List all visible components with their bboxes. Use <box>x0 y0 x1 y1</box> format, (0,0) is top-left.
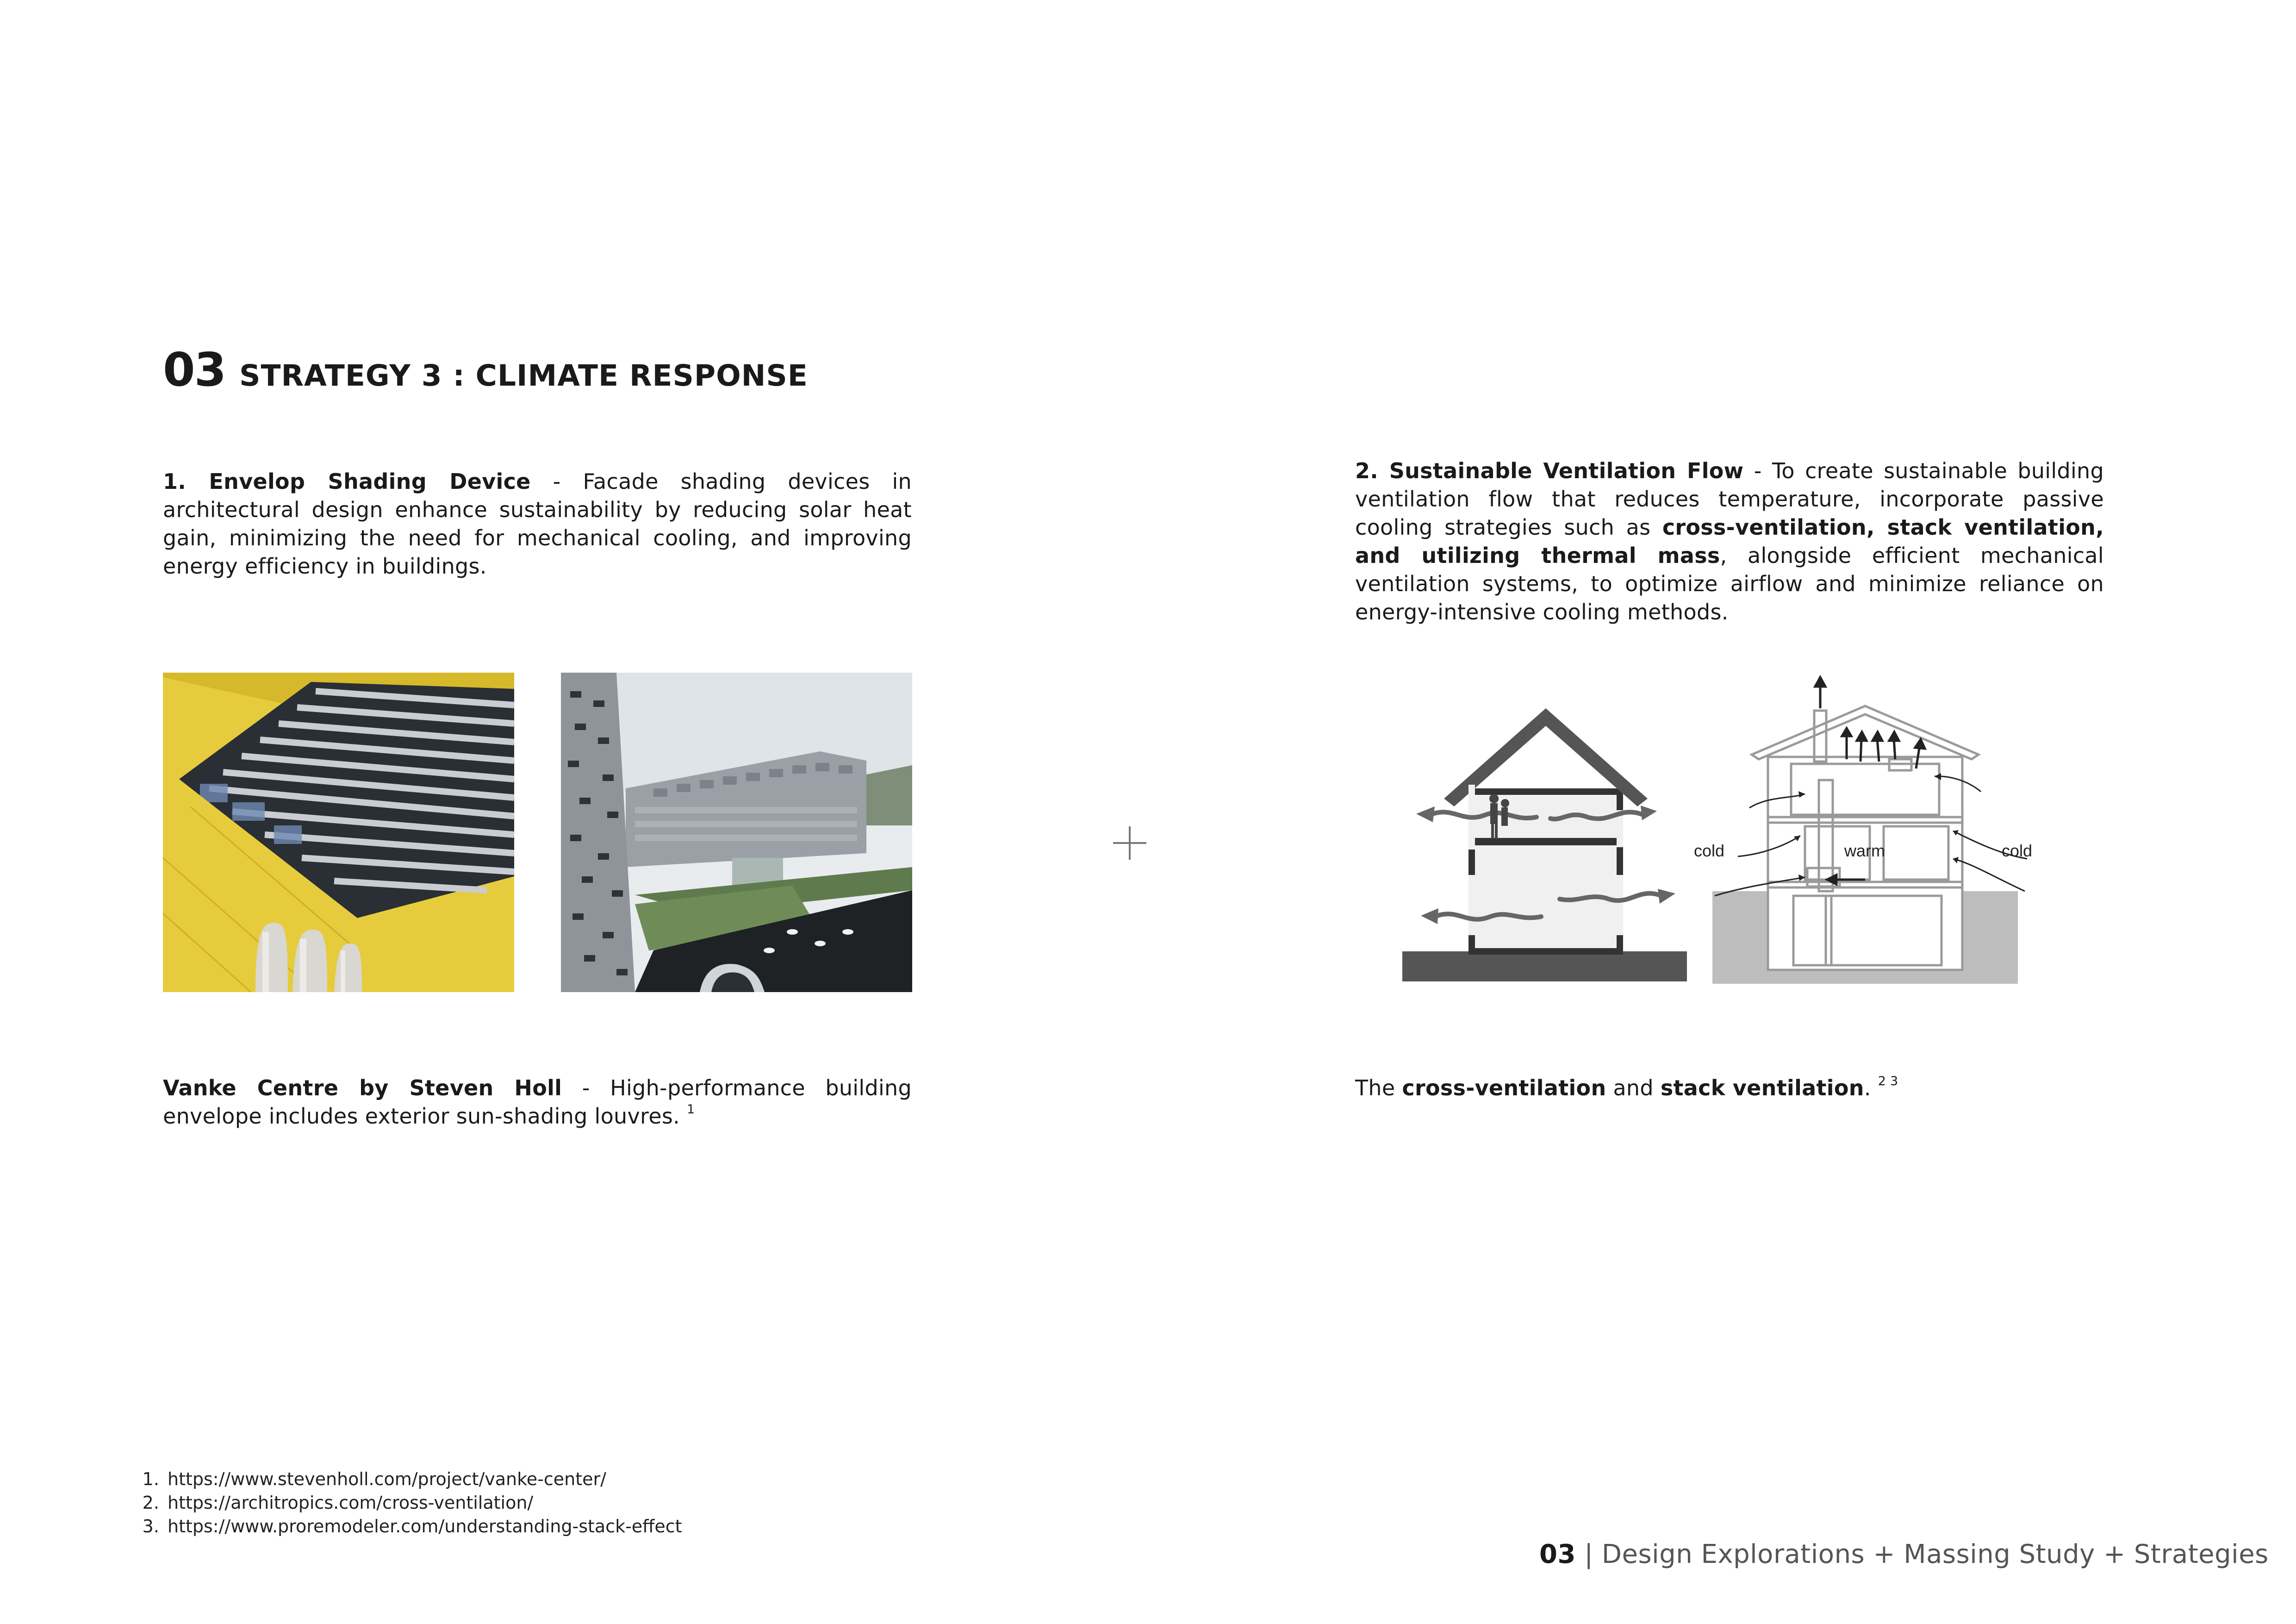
warm-label: warm <box>1844 841 1885 860</box>
ventilation-heading: 2. Sustainable Ventilation Flow <box>1355 458 1744 483</box>
ventilation-body-bold: cross-ventilation, stack ventilation, and utilizing thermal mass <box>1355 515 2104 568</box>
cold-left-label: cold <box>1694 841 1725 860</box>
page-footer <box>1539 1539 2269 1569</box>
ventilation-paragraph <box>1355 457 2104 626</box>
vanke-centre-photo <box>561 673 912 992</box>
shading-device-paragraph <box>163 468 912 581</box>
stack-ventilation-diagram <box>1694 674 2064 984</box>
ventilation-body-a: - To create sustainable building ventilation flow that reduces temperature, incorporate passive cooling strategies such as <box>1355 458 2104 540</box>
vanke-louvre-photo <box>163 673 514 992</box>
ventilation-caption-pre: The <box>1355 1075 1402 1100</box>
reference-item: 2. https://architropics.com/cross-ventilation/ <box>165 1491 682 1515</box>
vanke-caption-bold: Vanke Centre by Steven Holl <box>163 1075 562 1100</box>
vanke-caption <box>163 1074 912 1131</box>
footer-text: Design Explorations + Massing Study + Strategies <box>1601 1539 2269 1569</box>
footer-number: 03 <box>1539 1539 1576 1569</box>
vanke-caption-text: - High-performance building envelope includes exterior sun-shading louvres. <box>163 1075 912 1129</box>
page-title <box>163 343 808 397</box>
reference-item: 3. https://www.proremodeler.com/understanding-stack-effect <box>165 1515 682 1538</box>
ventilation-caption <box>1355 1074 2104 1102</box>
plus-icon <box>1113 826 1146 860</box>
cold-right-label: cold <box>2002 841 2033 860</box>
ventilation-caption-bold2: stack ventilation <box>1660 1075 1864 1100</box>
section-number: 03 <box>163 343 226 397</box>
shading-device-body: - Facade shading devices in architectural design enhance sustainability by reducing solar heat gain, minimizing the need for mechanical cooling, and improving energy efficiency in buildings. <box>163 469 912 579</box>
footnote-ref-2-3: 2 3 <box>1878 1074 1898 1088</box>
footer-separator: | <box>1575 1539 1602 1569</box>
references-list <box>139 1468 682 1538</box>
ventilation-caption-bold1: cross-ventilation <box>1402 1075 1606 1100</box>
ventilation-caption-mid: and <box>1606 1075 1661 1100</box>
ventilation-caption-post: . <box>1864 1075 1871 1100</box>
reference-item: 1. https://www.stevenholl.com/project/vanke-center/ <box>165 1468 682 1491</box>
footnote-ref-1: 1 <box>686 1102 695 1117</box>
cross-ventilation-diagram <box>1402 699 1687 981</box>
shading-device-heading: 1. Envelop Shading Device <box>163 469 531 494</box>
section-title: STRATEGY 3 : CLIMATE RESPONSE <box>239 359 808 393</box>
ventilation-body-b: , alongside efficient mechanical ventilation systems, to optimize airflow and minimize reliance on energy-intensive cooling methods. <box>1355 543 2104 625</box>
